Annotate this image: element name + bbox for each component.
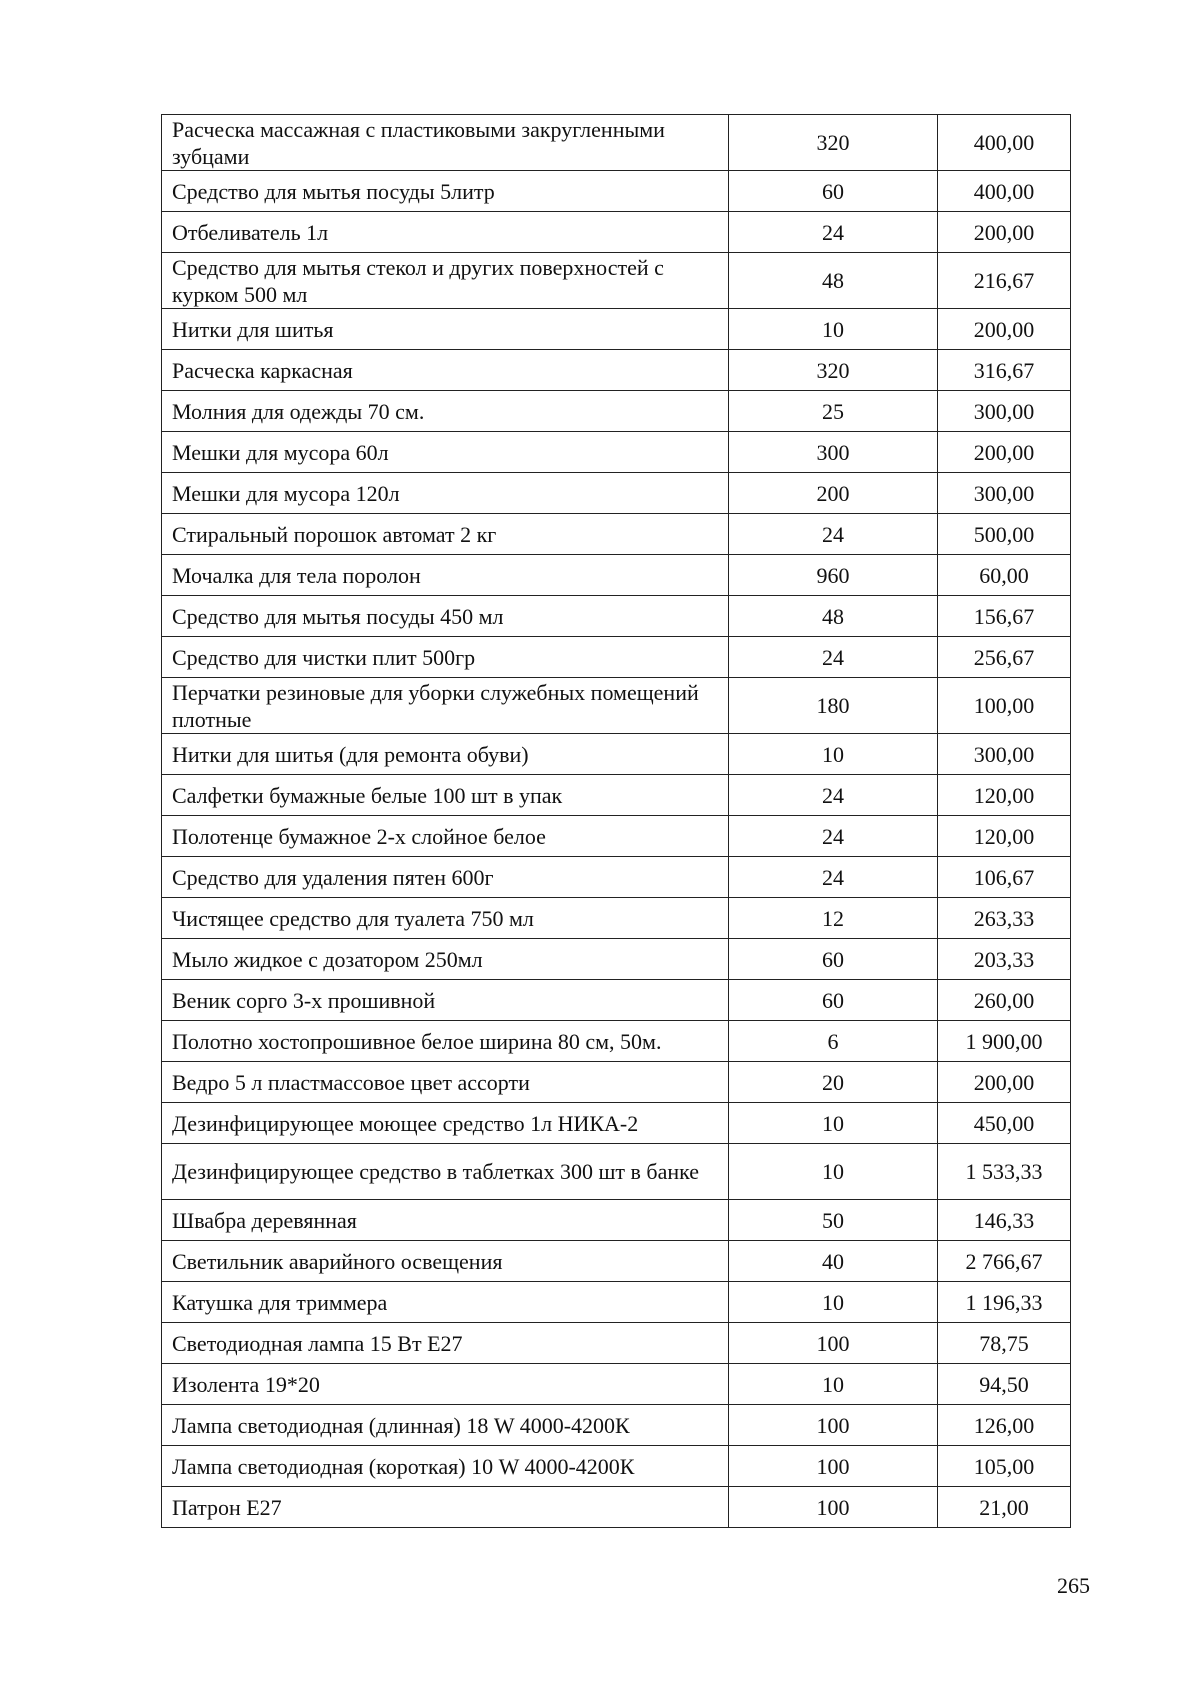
- quantity-cell: 60: [729, 939, 938, 980]
- price-cell: 200,00: [938, 1062, 1071, 1103]
- quantity-cell: 10: [729, 309, 938, 350]
- item-name-cell: Мешки для мусора 120л: [162, 473, 729, 514]
- table-row: [162, 350, 1071, 391]
- price-cell: 100,00: [938, 678, 1071, 734]
- quantity-cell: 10: [729, 1144, 938, 1200]
- table-row: [162, 212, 1071, 253]
- price-table: [161, 114, 1071, 1528]
- item-name-cell: Полотенце бумажное 2-х слойное белое: [162, 816, 729, 857]
- quantity-cell: 24: [729, 816, 938, 857]
- quantity-cell: 10: [729, 1103, 938, 1144]
- table-row: [162, 1062, 1071, 1103]
- price-cell: 146,33: [938, 1200, 1071, 1241]
- quantity-cell: 10: [729, 1282, 938, 1323]
- item-name-cell: Веник сорго 3-х прошивной: [162, 980, 729, 1021]
- item-name-cell: Полотно хостопрошивное белое ширина 80 см, 50м.: [162, 1021, 729, 1062]
- price-cell: 263,33: [938, 898, 1071, 939]
- price-cell: 216,67: [938, 253, 1071, 309]
- item-name-cell: Лампа светодиодная (короткая) 10 W 4000-4200К: [162, 1446, 729, 1487]
- price-cell: 156,67: [938, 596, 1071, 637]
- item-name-cell: Средство для удаления пятен 600г: [162, 857, 729, 898]
- item-name-cell: Средство для чистки плит 500гр: [162, 637, 729, 678]
- quantity-cell: 960: [729, 555, 938, 596]
- quantity-cell: 25: [729, 391, 938, 432]
- table-row: [162, 253, 1071, 309]
- quantity-cell: 50: [729, 1200, 938, 1241]
- quantity-cell: 100: [729, 1405, 938, 1446]
- item-name-cell: Светильник аварийного освещения: [162, 1241, 729, 1282]
- price-cell: 106,67: [938, 857, 1071, 898]
- item-name-cell: Салфетки бумажные белые 100 шт в упак: [162, 775, 729, 816]
- price-cell: 200,00: [938, 432, 1071, 473]
- price-cell: 300,00: [938, 473, 1071, 514]
- table-row: [162, 1446, 1071, 1487]
- item-name-cell: Расческа массажная с пластиковыми закругленными зубцами: [162, 115, 729, 171]
- price-cell: 105,00: [938, 1446, 1071, 1487]
- item-name-cell: Лампа светодиодная (длинная) 18 W 4000-4200К: [162, 1405, 729, 1446]
- price-cell: 260,00: [938, 980, 1071, 1021]
- quantity-cell: 200: [729, 473, 938, 514]
- item-name-cell: Нитки для шитья: [162, 309, 729, 350]
- quantity-cell: 24: [729, 514, 938, 555]
- quantity-cell: 12: [729, 898, 938, 939]
- item-name-cell: Швабра деревянная: [162, 1200, 729, 1241]
- table-row: [162, 1021, 1071, 1062]
- price-cell: 78,75: [938, 1323, 1071, 1364]
- price-cell: 200,00: [938, 309, 1071, 350]
- table-row: [162, 678, 1071, 734]
- page-number: 265: [1057, 1573, 1090, 1598]
- table-row: [162, 1405, 1071, 1446]
- item-name-cell: Средство для мытья стекол и других поверхностей с курком 500 мл: [162, 253, 729, 309]
- table-row: [162, 816, 1071, 857]
- table-row: [162, 1323, 1071, 1364]
- quantity-cell: 60: [729, 980, 938, 1021]
- table-row: [162, 309, 1071, 350]
- quantity-cell: 100: [729, 1323, 938, 1364]
- quantity-cell: 24: [729, 637, 938, 678]
- price-cell: 120,00: [938, 816, 1071, 857]
- quantity-cell: 320: [729, 115, 938, 171]
- item-name-cell: Мочалка для тела поролон: [162, 555, 729, 596]
- quantity-cell: 320: [729, 350, 938, 391]
- item-name-cell: Ведро 5 л пластмассовое цвет ассорти: [162, 1062, 729, 1103]
- item-name-cell: Молния для одежды 70 см.: [162, 391, 729, 432]
- price-cell: 60,00: [938, 555, 1071, 596]
- item-name-cell: Изолента 19*20: [162, 1364, 729, 1405]
- price-cell: 1 533,33: [938, 1144, 1071, 1200]
- item-name-cell: Дезинфицирующее средство в таблетках 300 шт в банке: [162, 1144, 729, 1200]
- price-cell: 126,00: [938, 1405, 1071, 1446]
- table-row: [162, 980, 1071, 1021]
- quantity-cell: 300: [729, 432, 938, 473]
- table-row: [162, 1364, 1071, 1405]
- item-name-cell: Светодиодная лампа 15 Вт Е27: [162, 1323, 729, 1364]
- quantity-cell: 100: [729, 1487, 938, 1528]
- price-cell: 300,00: [938, 391, 1071, 432]
- item-name-cell: Мешки для мусора 60л: [162, 432, 729, 473]
- table-row: [162, 1200, 1071, 1241]
- quantity-cell: 180: [729, 678, 938, 734]
- price-cell: 200,00: [938, 212, 1071, 253]
- table-row: [162, 473, 1071, 514]
- price-cell: 300,00: [938, 734, 1071, 775]
- price-cell: 500,00: [938, 514, 1071, 555]
- quantity-cell: 100: [729, 1446, 938, 1487]
- price-cell: 400,00: [938, 171, 1071, 212]
- item-name-cell: Расческа каркасная: [162, 350, 729, 391]
- table-row: [162, 171, 1071, 212]
- quantity-cell: 48: [729, 253, 938, 309]
- table-row: [162, 637, 1071, 678]
- price-cell: 256,67: [938, 637, 1071, 678]
- table-row: [162, 1241, 1071, 1282]
- price-cell: 21,00: [938, 1487, 1071, 1528]
- table-row: [162, 596, 1071, 637]
- table-row: [162, 391, 1071, 432]
- item-name-cell: Отбеливатель 1л: [162, 212, 729, 253]
- price-cell: 400,00: [938, 115, 1071, 171]
- item-name-cell: Катушка для триммера: [162, 1282, 729, 1323]
- table-row: [162, 1144, 1071, 1200]
- quantity-cell: 6: [729, 1021, 938, 1062]
- quantity-cell: 24: [729, 857, 938, 898]
- table-row: [162, 775, 1071, 816]
- price-cell: 120,00: [938, 775, 1071, 816]
- table-row: [162, 898, 1071, 939]
- quantity-cell: 60: [729, 171, 938, 212]
- item-name-cell: Средство для мытья посуды 450 мл: [162, 596, 729, 637]
- price-cell: 1 900,00: [938, 1021, 1071, 1062]
- quantity-cell: 48: [729, 596, 938, 637]
- quantity-cell: 20: [729, 1062, 938, 1103]
- table-row: [162, 555, 1071, 596]
- price-cell: 203,33: [938, 939, 1071, 980]
- item-name-cell: Чистящее средство для туалета 750 мл: [162, 898, 729, 939]
- quantity-cell: 24: [729, 212, 938, 253]
- price-cell: 94,50: [938, 1364, 1071, 1405]
- quantity-cell: 10: [729, 1364, 938, 1405]
- item-name-cell: Дезинфицирующее моющее средство 1л НИКА-2: [162, 1103, 729, 1144]
- item-name-cell: Стиральный порошок автомат 2 кг: [162, 514, 729, 555]
- table-row: [162, 514, 1071, 555]
- price-cell: 1 196,33: [938, 1282, 1071, 1323]
- quantity-cell: 10: [729, 734, 938, 775]
- quantity-cell: 40: [729, 1241, 938, 1282]
- item-name-cell: Средство для мытья посуды 5литр: [162, 171, 729, 212]
- item-name-cell: Патрон Е27: [162, 1487, 729, 1528]
- price-cell: 2 766,67: [938, 1241, 1071, 1282]
- table-row: [162, 115, 1071, 171]
- table-row: [162, 1487, 1071, 1528]
- table-body: [162, 115, 1071, 1528]
- item-name-cell: Нитки для шитья (для ремонта обуви): [162, 734, 729, 775]
- table-row: [162, 1103, 1071, 1144]
- table-row: [162, 734, 1071, 775]
- table-row: [162, 939, 1071, 980]
- item-name-cell: Мыло жидкое с дозатором 250мл: [162, 939, 729, 980]
- table-row: [162, 432, 1071, 473]
- table-row: [162, 857, 1071, 898]
- item-name-cell: Перчатки резиновые для уборки служебных помещений плотные: [162, 678, 729, 734]
- price-cell: 316,67: [938, 350, 1071, 391]
- price-cell: 450,00: [938, 1103, 1071, 1144]
- table-row: [162, 1282, 1071, 1323]
- quantity-cell: 24: [729, 775, 938, 816]
